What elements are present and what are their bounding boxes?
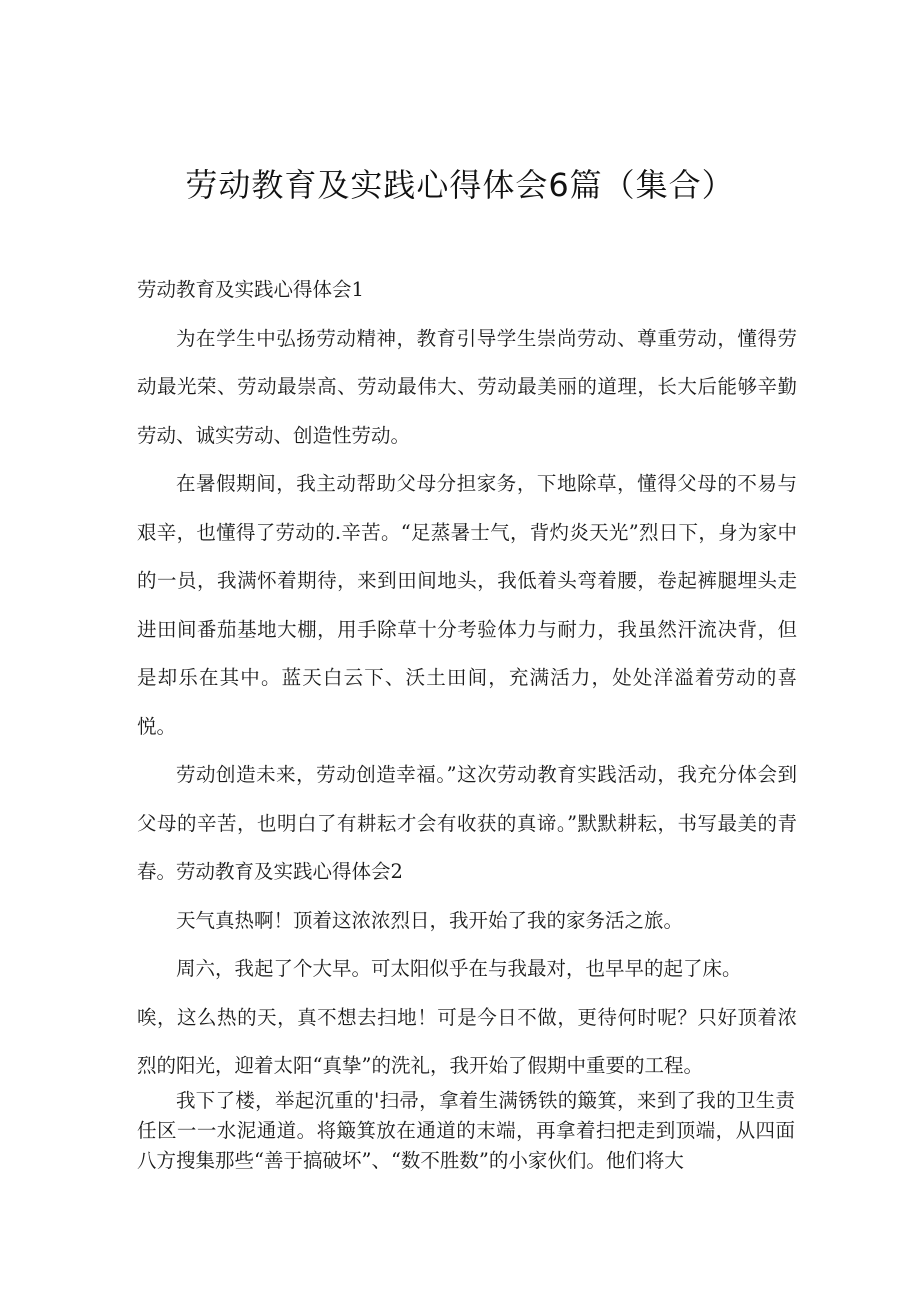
paragraph: 我下了楼，举起沉重的'扫帚，拿着生满锈铁的簸箕，来到了我的卫生责任区一一水泥通道。将簸箕放在通道的末端，再拿着扫把走到顶端，从四面八方搜集那些“善于搞破坏”、“数不胜数”的小家伙们。他们将大	[137, 1089, 795, 1172]
paragraph: 周六，我起了个大早。可太阳似乎在与我最对，也早早的起了床。	[176, 957, 742, 980]
document-title: 劳动教育及实践心得体会6篇（集合）	[185, 166, 735, 204]
section-heading: 劳动教育及实践心得体会1	[137, 278, 364, 301]
document-body-continued	[137, 1086, 795, 1176]
paragraph: 为在学生中弘扬劳动精神，教育引导学生崇尚劳动、尊重劳动，懂得劳动最光荣、劳动最崇高、劳动最伟大、劳动最美丽的道理，长大后能够辛勤劳动、诚实劳动、创造性劳动。	[137, 326, 797, 447]
paragraph: 天气真热啊！顶着这浓浓烈日，我开始了我的家务活之旅。	[176, 908, 684, 932]
paragraph: 劳动创造未来，劳动创造幸福。”这次劳动教育实践活动，我充分体会到父母的辛苦，也明白了有耕耘才会有收获的真谛。”默默耕耘，书写最美的青春。劳动教育及实践心得体会2	[137, 763, 797, 883]
paragraph: 在暑假期间，我主动帮助父母分担家务，下地除草，懂得父母的不易与艰辛，也懂得了劳动的.辛苦。“足蒸暑士气，背灼炎天光”烈日下，身为家中的一员，我满怀着期待，来到田间地头，我低着头弯着腰，卷起裤腿埋头走进田间番茄基地大棚，用手除草十分考验体力与耐力，我虽然汗流决背，但是却乐在其中。蓝天白云下、沃土田间，充满活力，处处洋溢着劳动的喜悦。	[137, 472, 797, 738]
document-body	[137, 266, 797, 1091]
paragraph: 唉，这么热的天，真不想去扫地！可是今日不做，更待何时呢？只好顶着浓烈的阳光，迎着太阳“真挚”的洗礼，我开始了假期中重要的工程。	[137, 1005, 797, 1077]
